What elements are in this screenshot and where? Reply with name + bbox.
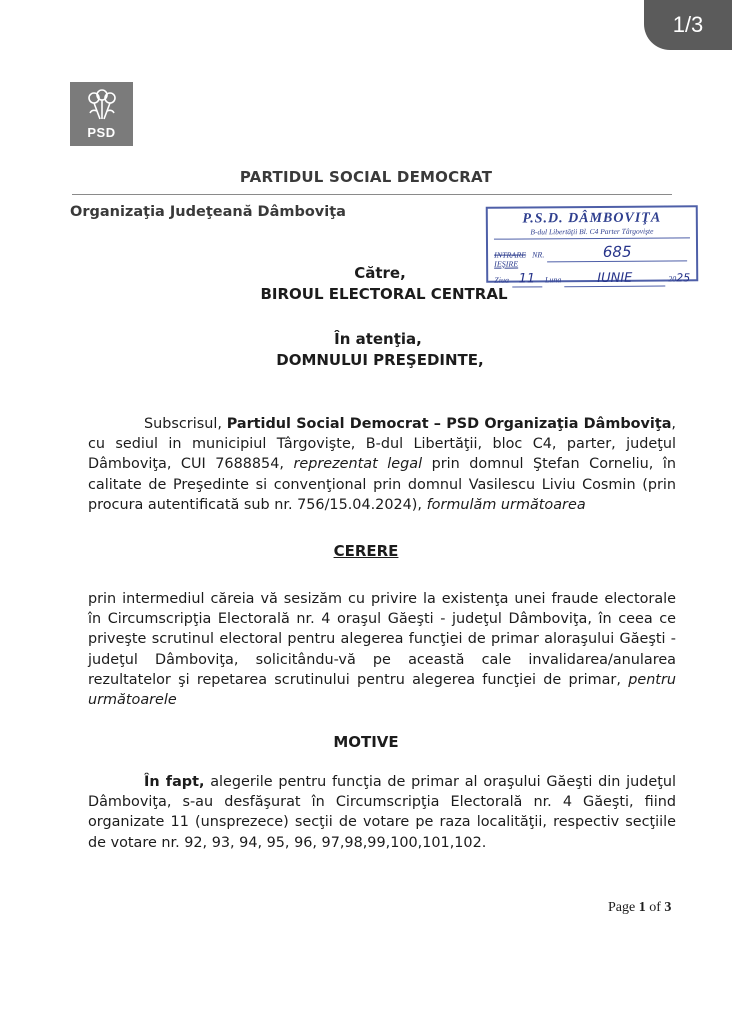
stamp-intrare-label: INTRARE [494,250,527,260]
addressee-catre: Către, [354,264,406,282]
motive-in-fapt-bold: În fapt, [144,774,205,790]
footer-page-label: Page [608,900,636,915]
stamp-an-label: 20 [668,274,677,284]
intro-party-bold: Partidul Social Democrat – PSD Organizaţia Dâmboviţa [226,416,672,432]
cerere-heading [0,542,732,560]
stamp-nr-value: 685 [602,242,632,261]
cerere-text: prin intermediul căreia vă sesizăm cu privire la existenţa unei fraude electorale în Circumscripţia Electorală nr. 4 oraşul Găeşti - judeţul Dâmboviţa, în ceea ce priveşte scrutinul electoral pentru alegerea funcţiei de primar aloraşului Găeşti - judeţul Dâmboviţa, solicitându-vă pe această cale invalidarea/anularea rezultatelor şi repetarea scrutinului pentru alegerea funcţiei de primar, [88,591,676,688]
footer-of-label: of [649,900,661,915]
stamp-address: B-dul Libertăţii Bl. C4 Parter Târgovişte [494,226,690,239]
motive-paragraph [88,772,676,853]
intro-text-3: prin domnul Ştefan Corneliu, în calitate de Preşedinte si convenţional prin domnul Vasilescu Liviu Cosmin (prin procura autentificată sub nr. 756/15.04.2024), [88,456,676,513]
party-name: PARTIDUL SOCIAL DEMOCRAT [239,168,493,186]
stamp-nr-label: NR. [532,250,545,260]
motive-heading: MOTIVE [333,733,399,751]
logo-text: PSD [87,125,116,140]
header-divider [72,194,672,195]
cerere-italic: pentru următoarele [88,671,676,709]
intro-formulam-italic: formulăm următoarea [426,496,586,513]
footer-page-number: 1 [638,900,646,915]
intro-paragraph [88,414,676,515]
intro-text-2: , cu sediul in municipiul Târgovişte, B-dul Libertăţii, bloc C4, parter, judeţul Dâmboviţa, CUI 7688854, [88,416,676,473]
stamp-nr-field [547,242,687,262]
stamp-an-value: 25 [676,271,691,285]
intro-legal-rep-italic: reprezentat legal [293,456,423,473]
stamp-luna-label: Luna [544,275,562,285]
addressee-recipient: BIROUL ELECTORAL CENTRAL [260,285,508,303]
intro-text-1: Subscrisul, [144,416,227,432]
cerere-paragraph [88,589,676,710]
attention-label: În atenţia, [334,330,422,348]
psd-logo [70,82,133,146]
stamp-ziua-value: 11 [518,271,536,287]
stamp-ziua-label: Ziua [494,275,509,285]
page-footer [608,900,671,916]
motive-text: alegerile pentru funcţia de primar al oraşului Găeşti din judeţul Dâmboviţa, s-au desfăşurat în Circumscripţia Electorală nr. 4 Găeşti, fiind organizate 11 (unsprezece) secţii de votare pe raza localităţii, respectiv secţiile de votare nr. 92, 93, 94, 95, 96, 97,98,99,100,101,102. [88,774,676,851]
footer-page-total: 3 [664,900,672,915]
rose-icon [82,89,122,123]
stamp-luna-value: IUNIE [597,270,633,286]
stamp-iesire-label: IEŞIRE [494,259,519,269]
attention-recipient: DOMNULUI PREŞEDINTE, [276,351,484,369]
cerere-title: CERERE [333,542,399,560]
page-counter[interactable]: 1/3 [644,0,732,50]
stamp-title: P.S.D. DÂMBOVIŢA [522,210,662,227]
organization-name: Organizaţia Judeţeană Dâmboviţa [70,204,346,220]
